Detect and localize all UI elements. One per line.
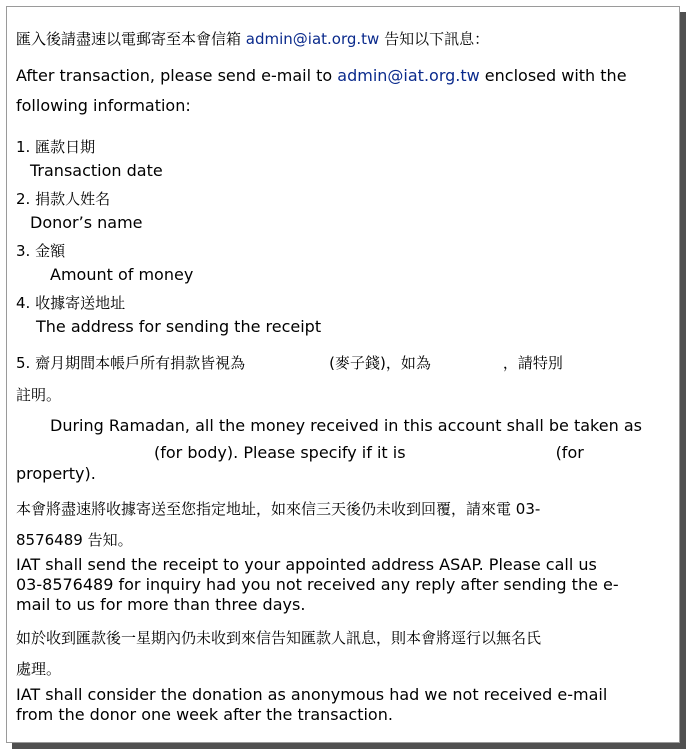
receipt-en-line3: mail to us for more than three days. [16,595,306,614]
receipt-zh-line1: 本會將盡速將收據寄送至您指定地址，如來信三天後仍未收到回覆，請來電 03- [16,500,541,518]
item-1-en: Transaction date [30,161,163,180]
intro-zh-email[interactable]: admin@iat.org.tw [245,30,380,48]
item-5-en-line2 [154,443,584,462]
anonymous-zh-line2: 處理。 [16,660,62,678]
item-3-number: 3. [16,242,31,260]
receipt-en-line1: IAT shall send the receipt to your appointed address ASAP. Please call us [16,555,597,574]
item-5-number: 5. [16,354,31,372]
item-5-zh-c: ，請特別 [502,354,563,372]
item-2-number: 2. [16,190,31,208]
item-2-zh [16,188,110,209]
anonymous-zh-line1: 如於收到匯款後一星期內仍未收到來信告知匯款人訊息，則本會將逕行以無名氏 [16,629,542,647]
item-5-zh-line2: 註明。 [16,386,62,404]
item-1-zh-label: 匯款日期 [35,138,96,156]
item-3-zh-label: 金額 [35,242,66,260]
item-3-zh [16,240,65,261]
anonymous-en-line2: from the donor one week after the transaction. [16,705,393,724]
item-5-en-a: (for body). Please specify if it is [154,443,406,462]
intro-en [16,66,627,85]
intro-en-email[interactable]: admin@iat.org.tw [337,66,480,85]
item-5-zh [16,352,563,373]
item-5-en-line1: During Ramadan, all the money received in this account shall be taken as [50,416,642,435]
item-5-zh-b: (麥子錢)，如為 [329,354,431,372]
receipt-en-line2: 03-8576489 for inquiry had you not received any reply after sending the e- [16,575,619,594]
item-5-en-line3: property). [16,464,96,483]
item-3-en: Amount of money [50,265,194,284]
intro-zh-post: 告知以下訊息： [379,30,490,48]
item-5-zh-a: 齋月期間本帳戶所有捐款皆視為 [35,354,246,372]
intro-en-pre: After transaction, please send e-mail to [16,66,338,85]
item-4-zh [16,292,125,313]
item-2-zh-label: 捐款人姓名 [35,190,111,208]
item-2-en: Donor’s name [30,213,143,232]
item-4-en: The address for sending the receipt [36,317,322,336]
item-1-zh [16,136,95,157]
intro-zh-pre: 匯入後請盡速以電郵寄至本會信箱 [16,30,246,48]
intro-zh [16,28,489,49]
item-5-en-b: (for [555,443,584,462]
item-4-zh-label: 收據寄送地址 [35,294,126,312]
receipt-zh-line2: 8576489 告知。 [16,531,133,549]
item-4-number: 4. [16,294,31,312]
item-1-number: 1. [16,138,31,156]
intro-en-post: enclosed with the [479,66,627,85]
intro-en-line2: following information: [16,96,191,115]
anonymous-en-line1: IAT shall consider the donation as anonymous had we not received e-mail [16,685,608,704]
